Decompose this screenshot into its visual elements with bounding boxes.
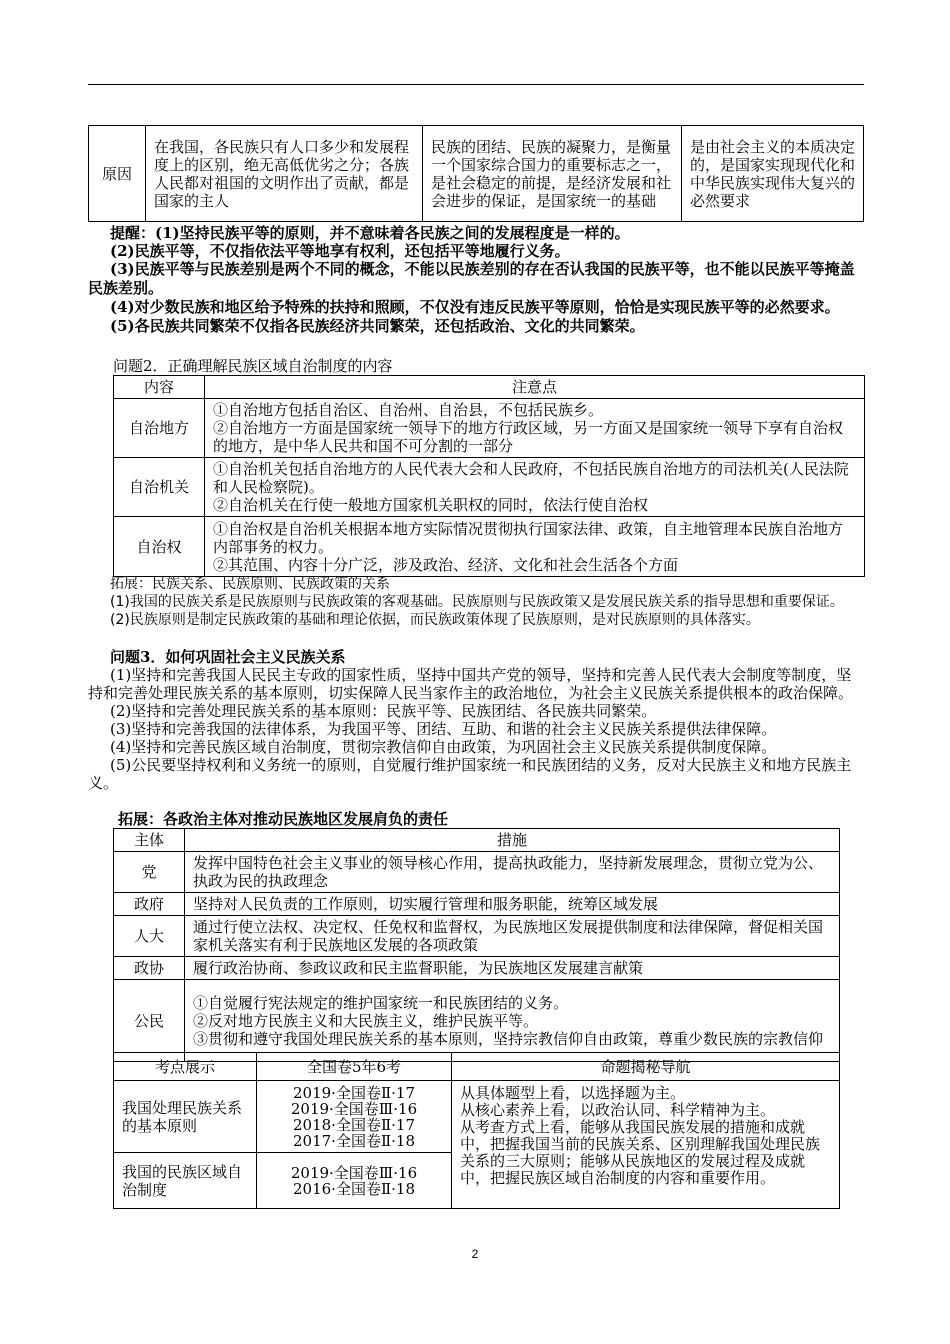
subject-label: 党 — [114, 852, 185, 893]
header-topic: 考点展示 — [114, 1053, 257, 1081]
question-3-title: 问题3．如何巩固社会主义民族关系 — [110, 648, 346, 666]
reason-unity: 民族的团结、民族的凝聚力，是衡量一个国家综合国力的重要标志之一，是社会稳定的前提，是经济发展和社会进步的保证，是国家统一的基础 — [423, 126, 682, 222]
row-label: 自治机关 — [114, 458, 205, 517]
exam-item: 2019·全国卷Ⅲ·16 — [290, 1163, 418, 1182]
citizen-duty: ②反对地方民族主义和大民族主义，维护民族平等。 — [193, 1011, 539, 1030]
exam-item: 2019·全国卷Ⅲ·16 — [290, 1099, 418, 1118]
q3-item: (4)坚持和完善民族区域自治制度，贯彻宗教信仰自由政策，为巩固社会主义民族关系提供制度保障。 — [110, 738, 777, 756]
question-3 — [88, 648, 866, 792]
header-content: 内容 — [114, 376, 205, 399]
reason-equality: 在我国，各民族只有人口多少和发展程度上的区别，绝无高低优劣之分；各族人民都对祖国的文明作出了贡献，都是国家的主人 — [146, 126, 423, 222]
autonomy-table — [113, 375, 865, 577]
header-notes: 注意点 — [205, 376, 865, 399]
header-measures: 措施 — [185, 829, 840, 852]
tips-block — [88, 224, 866, 335]
row-note: ①自治机关包括自治地方的人民代表大会和人民政府，不包括民族自治地方的司法机关(人民法院和人民检察院)。 — [213, 460, 849, 496]
question-2-title: 问题2．正确理解民族区域自治制度的内容 — [113, 357, 393, 375]
row-note: ①自治权是自治机关根据本地方实际情况贯彻执行国家法律、政策，自主地管理本民族自治地方内部事务的权力。 — [213, 519, 844, 556]
header-guide: 命题揭秘导航 — [452, 1053, 840, 1081]
guide-line: 从考查方式上看，能够从我国民族发展的措施和成就中，把握我国当前的民族关系、区别理解我国处理民族关系的三大原则；能够从民族地区的发展过程及成就中，把握民族区域自治制度的内容和重要作用。 — [460, 1118, 821, 1187]
reason-prosperity: 是由社会主义的本质决定的，是国家实现现代化和中华民族实现伟大复兴的必然要求 — [682, 126, 864, 222]
subject-label: 公民 — [114, 980, 185, 1062]
exam-item: 2016·全国卷Ⅱ·18 — [293, 1179, 415, 1198]
q3-item: (3)坚持和完善我国的法律体系，为我国平等、团结、互助、和谐的社会主义民族关系提供法律保障。 — [110, 720, 777, 738]
tip-2: (2)民族平等，不仅指依法平等地享有权利，还包括平等地履行义务。 — [110, 242, 570, 260]
tip-5: (5)各民族共同繁荣不仅指各民族经济共同繁荣，还包括政治、文化的共同繁荣。 — [110, 317, 645, 335]
row-note: ②自治机关在行使一般地方国家机关职权的同时，依法行使自治权 — [213, 496, 649, 514]
topic-label: 我国的民族区域自治制度 — [114, 1153, 257, 1209]
q3-item: (5)公民要坚持权利和义务统一的原则，自觉履行维护国家统一和民族团结的义务，反对大民族主义和地方民族主义。 — [88, 756, 852, 792]
exam-table — [113, 1052, 840, 1209]
header-rule — [88, 84, 864, 85]
citizen-duty: ①自觉履行宪法规定的维护国家统一和民族团结的义务。 — [193, 993, 569, 1012]
header-subject: 主体 — [114, 829, 185, 852]
q3-item: (2)坚持和完善处理民族关系的基本原则：民族平等、民族团结、各民族共同繁荣。 — [110, 702, 657, 720]
row-label: 自治权 — [114, 517, 205, 577]
ext1-point-2: (2)民族原则是制定民族政策的基础和理论依据，而民族政策体现了民族原则，是对民族原则的具体落实。 — [110, 612, 760, 628]
exam-item: 2019·全国卷Ⅱ·17 — [293, 1083, 415, 1102]
row-note: ②自治地方一方面是国家统一领导下的地方行政区域，另一方面又是国家统一领导下享有自治权的地方，是中华人民共和国不可分割的一部分 — [213, 419, 844, 455]
row-label: 自治地方 — [114, 399, 205, 458]
extension-2-title: 拓展：各政治主体对推动民族地区发展肩负的责任 — [118, 810, 449, 828]
header-exams: 全国卷5年6考 — [257, 1053, 452, 1081]
reason-label: 原因 — [89, 126, 146, 222]
subject-label: 人大 — [114, 916, 185, 957]
subject-measure: 履行政治协商、参政议政和民主监督职能，为民族地区发展建言献策 — [185, 957, 840, 980]
subject-label: 政协 — [114, 957, 185, 980]
subject-measure: 通过行使立法权、决定权、任免权和监督权，为民族地区发展提供制度和法律保障，督促相关国家机关落实有利于民族地区发展的各项政策 — [185, 916, 840, 957]
tip-3: (3)民族平等与民族差别是两个不同的概念，不能以民族差别的存在否认我国的民族平等，也不能以民族平等掩盖民族差别。 — [88, 260, 855, 297]
exam-item: 2018·全国卷Ⅱ·17 — [293, 1115, 415, 1134]
responsibility-table — [113, 828, 840, 1062]
citizen-duty: ③贯彻和遵守我国处理民族关系的基本原则，坚持宗教信仰自由政策，尊重少数民族的宗教信仰 — [193, 1029, 824, 1048]
page-number: 2 — [471, 1247, 479, 1261]
row-note: ①自治地方包括自治区、自治州、自治县，不包括民族乡。 — [213, 401, 604, 419]
topic-label: 我国处理民族关系的基本原则 — [114, 1081, 257, 1153]
guide-line: 从具体题型上看，以选择题为主。 — [460, 1084, 686, 1102]
reasons-table — [88, 125, 864, 222]
tip-1: 提醒：(1)坚持民族平等的原则，并不意味着各民族之间的发展程度是一样的。 — [110, 224, 630, 242]
exam-item: 2017·全国卷Ⅱ·18 — [293, 1131, 415, 1150]
tip-4: (4)对少数民族和地区给予特殊的扶持和照顾，不仅没有违反民族平等原则，恰恰是实现民族平等的必然要求。 — [110, 298, 840, 316]
extension-1 — [88, 575, 866, 629]
guide-line: 从核心素养上看，以政治认同、科学精神为主。 — [460, 1101, 776, 1119]
q3-item: (1)坚持和完善我国人民民主专政的国家性质，坚持中国共产党的领导，坚持和完善人民代表大会制度等制度，坚持和完善处理民族关系的基本原则，切实保障人民当家作主的政治地位，为社会主义民族关系提供根本的政治保障。 — [88, 666, 854, 702]
ext1-title: 拓展：民族关系、民族原则、民族政策的关系 — [110, 576, 390, 592]
subject-label: 政府 — [114, 893, 185, 916]
ext1-point-1: (1)我国的民族关系是民族原则与民族政策的客观基础。民族原则与民族政策又是发展民族关系的指导思想和重要保证。 — [110, 594, 844, 610]
subject-measure: 发挥中国特色社会主义事业的领导核心作用，提高执政能力，坚持新发展理念，贯彻立党为公、执政为民的执政理念 — [185, 852, 840, 893]
subject-measure: 坚持对人民负责的工作原则，切实履行管理和服务职能，统筹区域发展 — [185, 893, 840, 916]
row-note: ②其范围、内容十分广泛，涉及政治、经济、文化和社会生活各个方面 — [213, 555, 679, 574]
